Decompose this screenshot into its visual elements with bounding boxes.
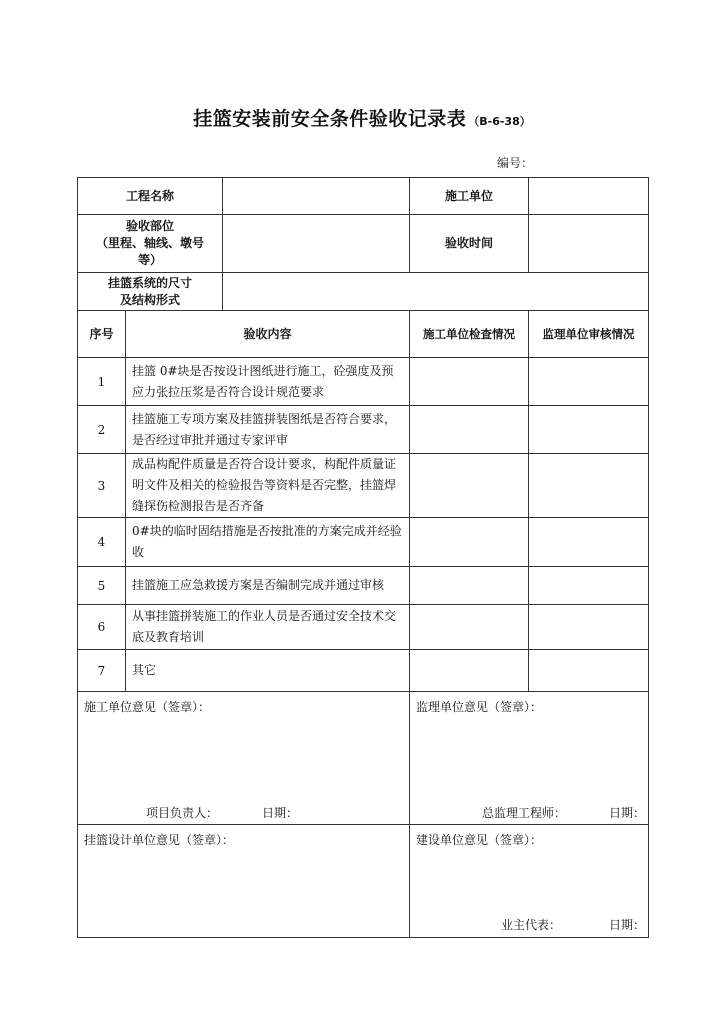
acceptance-form-table xyxy=(77,177,649,938)
basket-system-label xyxy=(78,273,223,311)
item-number: 7 xyxy=(78,650,126,692)
project-name-value[interactable] xyxy=(223,178,410,215)
construction-opinion-cell[interactable] xyxy=(78,692,410,825)
item-number: 2 xyxy=(78,406,126,454)
owner-opinion-cell[interactable] xyxy=(410,825,649,938)
acceptance-part-value[interactable] xyxy=(223,215,410,273)
acceptance-part-label xyxy=(78,215,223,273)
acceptance-part-label-line2: （里程、轴线、墩号 xyxy=(96,236,205,250)
owner-representative-label: 业主代表： xyxy=(501,918,562,932)
project-name-label: 工程名称 xyxy=(78,178,223,215)
item-number: 3 xyxy=(78,454,126,518)
serial-number-label: 编号： xyxy=(497,156,534,170)
construction-unit-label: 施工单位 xyxy=(410,178,529,215)
construction-check-cell[interactable] xyxy=(410,406,529,454)
acceptance-time-value[interactable] xyxy=(529,215,649,273)
item-content: 挂篮施工应急救援方案是否编制完成并通过审核 xyxy=(126,567,410,605)
basket-system-label-line1: 挂篮系统的尺寸 xyxy=(108,275,193,290)
supervision-check-cell[interactable] xyxy=(529,406,649,454)
construction-check-cell[interactable] xyxy=(410,358,529,406)
item-content: 从事挂篮拼装施工的作业人员是否通过安全技术交底及教育培训 xyxy=(126,605,410,650)
construction-unit-value[interactable] xyxy=(529,178,649,215)
item-content: 成品构配件质量是否符合设计要求，构配件质量证明文件及相关的检验报告等资料是否完整，挂篮焊缝探伤检测报告是否齐备 xyxy=(126,454,410,518)
owner-date-label: 日期： xyxy=(609,918,646,932)
supervision-opinion-label: 监理单位意见（签章）： xyxy=(416,700,543,714)
column-header-construction-check: 施工单位检查情况 xyxy=(410,311,529,358)
table-row xyxy=(78,650,649,692)
supervision-check-cell[interactable] xyxy=(529,605,649,650)
column-header-content: 验收内容 xyxy=(126,311,410,358)
construction-check-cell[interactable] xyxy=(410,454,529,518)
table-row xyxy=(78,454,649,518)
item-content: 挂篮施工专项方案及挂篮拼装图纸是否符合要求，是否经过审批并通过专家评审 xyxy=(126,406,410,454)
item-content: 挂篮 0#块是否按设计图纸进行施工，砼强度及预应力张拉压浆是否符合设计规范要求 xyxy=(126,358,410,406)
supervision-check-cell[interactable] xyxy=(529,454,649,518)
page-title xyxy=(0,104,724,131)
supervision-check-cell[interactable] xyxy=(529,567,649,605)
acceptance-time-label: 验收时间 xyxy=(410,215,529,273)
table-row xyxy=(78,406,649,454)
acceptance-part-label-line3: 等） xyxy=(138,253,163,267)
supervision-date-label: 日期： xyxy=(609,806,646,820)
table-row xyxy=(78,518,649,567)
owner-opinion-label: 建设单位意见（签章）： xyxy=(416,833,543,847)
basket-design-opinion-label: 挂篮设计单位意见（签章）： xyxy=(84,833,235,847)
form-title: 挂篮安装前安全条件验收记录表 xyxy=(193,108,467,130)
project-leader-label: 项目负责人： xyxy=(146,806,219,820)
supervision-opinion-cell[interactable] xyxy=(410,692,649,825)
construction-opinion-label: 施工单位意见（签章）： xyxy=(84,700,211,714)
item-content: 其它 xyxy=(126,650,410,692)
column-header-supervision-check: 监理单位审核情况 xyxy=(529,311,649,358)
table-row xyxy=(78,358,649,406)
basket-system-label-line2: 及结构形式 xyxy=(120,292,181,307)
construction-check-cell[interactable] xyxy=(410,567,529,605)
construction-check-cell[interactable] xyxy=(410,650,529,692)
chief-supervisor-label: 总监理工程师： xyxy=(482,806,567,820)
supervision-check-cell[interactable] xyxy=(529,518,649,567)
basket-design-opinion-cell[interactable] xyxy=(78,825,410,938)
supervision-check-cell[interactable] xyxy=(529,650,649,692)
column-header-seq: 序号 xyxy=(78,311,126,358)
table-row xyxy=(78,605,649,650)
item-number: 1 xyxy=(78,358,126,406)
construction-date-label: 日期： xyxy=(262,806,299,820)
item-content: 0#块的临时固结措施是否按批准的方案完成并经验收 xyxy=(126,518,410,567)
construction-check-cell[interactable] xyxy=(410,605,529,650)
basket-system-value[interactable] xyxy=(223,273,649,311)
table-row xyxy=(78,567,649,605)
item-number: 6 xyxy=(78,605,126,650)
item-number: 4 xyxy=(78,518,126,567)
form-code: （B-6-38） xyxy=(468,115,531,128)
construction-check-cell[interactable] xyxy=(410,518,529,567)
acceptance-part-label-line1: 验收部位 xyxy=(126,219,175,233)
item-number: 5 xyxy=(78,567,126,605)
supervision-check-cell[interactable] xyxy=(529,358,649,406)
